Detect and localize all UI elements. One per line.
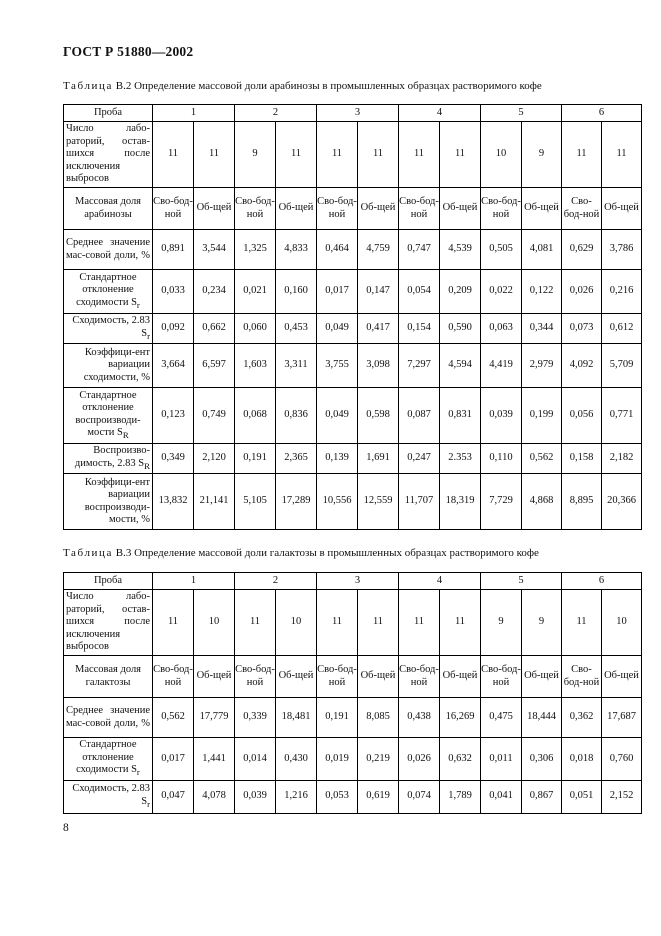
- page-number: 8: [63, 822, 69, 834]
- value-cell: 3,755: [317, 344, 358, 388]
- value-cell: 0,417: [358, 314, 399, 344]
- value-cell: 0,234: [194, 270, 235, 314]
- value-cell: 0,464: [317, 230, 358, 270]
- value-cell: 0,039: [481, 388, 522, 444]
- value-cell: Сво-бод-ной: [399, 656, 440, 698]
- value-cell: 0,191: [235, 444, 276, 474]
- value-cell: Сво-бод-ной: [481, 656, 522, 698]
- value-cell: 9: [522, 590, 562, 656]
- value-cell: Сво-бод-ной: [562, 656, 602, 698]
- value-cell: 0,831: [440, 388, 481, 444]
- value-cell: 4,868: [522, 474, 562, 530]
- value-cell: Сво-бод-ной: [153, 656, 194, 698]
- value-cell: 11: [440, 590, 481, 656]
- value-cell: 1,441: [194, 738, 235, 781]
- row-label: [64, 780, 153, 813]
- row-label-text: Сходимость, 2.83 S: [72, 783, 150, 807]
- value-cell: 11: [562, 122, 602, 188]
- value-cell: 0,068: [235, 388, 276, 444]
- value-cell: 0,017: [317, 270, 358, 314]
- value-cell: 0,438: [399, 698, 440, 738]
- sample-header: 4: [399, 573, 481, 590]
- sample-header: 4: [399, 105, 481, 122]
- value-cell: 4,833: [276, 230, 317, 270]
- row-label: [64, 738, 153, 781]
- sample-header: 3: [317, 105, 399, 122]
- row-label-subscript: R: [122, 430, 129, 441]
- sample-header: 2: [235, 105, 317, 122]
- value-cell: 0,562: [153, 698, 194, 738]
- value-cell: 0,747: [399, 230, 440, 270]
- table-row-labs: [64, 590, 642, 656]
- samples-label: Проба: [64, 105, 153, 122]
- value-cell: 0,619: [358, 780, 399, 813]
- sample-header: 5: [481, 573, 562, 590]
- value-cell: 11: [194, 122, 235, 188]
- value-cell: 0,891: [153, 230, 194, 270]
- value-cell: 0,475: [481, 698, 522, 738]
- row-label-text: Стандартное отклонение воспроизводи-мости S: [75, 389, 141, 439]
- value-cell: 2,152: [602, 780, 642, 813]
- row-label-text: Стандартное отклонение сходимости S: [76, 271, 137, 308]
- value-cell: 0,122: [522, 270, 562, 314]
- value-cell: 0,306: [522, 738, 562, 781]
- value-cell: 1,603: [235, 344, 276, 388]
- value-cell: 0,063: [481, 314, 522, 344]
- value-cell: Сво-бод-ной: [481, 188, 522, 230]
- row-label-subscript: r: [147, 798, 150, 809]
- table-row-sr: [64, 738, 642, 781]
- value-cell: 7,729: [481, 474, 522, 530]
- row-label-text: Массовая доля арабинозы: [74, 196, 142, 220]
- table-row-sr: [64, 270, 642, 314]
- value-cell: Сво-бод-ной: [317, 656, 358, 698]
- value-cell: 0,049: [317, 314, 358, 344]
- value-cell: 4,419: [481, 344, 522, 388]
- value-cell: Об-щей: [358, 656, 399, 698]
- value-cell: 0,836: [276, 388, 317, 444]
- value-cell: 0,629: [562, 230, 602, 270]
- table-b2-caption: [63, 80, 542, 92]
- value-cell: 11,707: [399, 474, 440, 530]
- value-cell: Сво-бод-ной: [562, 188, 602, 230]
- value-cell: 1,216: [276, 780, 317, 813]
- value-cell: 7,297: [399, 344, 440, 388]
- row-label: [64, 444, 153, 474]
- caption-text: В.2 Определение массовой доли арабинозы в промышленных образцах растворимого кофе: [113, 80, 542, 92]
- value-cell: 0,598: [358, 388, 399, 444]
- row-label-text: Коэффици-ент вариации воспроизводи-мости, %: [84, 476, 150, 526]
- value-cell: 10: [276, 590, 317, 656]
- sample-header: 1: [153, 573, 235, 590]
- value-cell: 17,289: [276, 474, 317, 530]
- value-cell: 0,087: [399, 388, 440, 444]
- value-cell: Об-щей: [358, 188, 399, 230]
- table-b2: [63, 104, 642, 530]
- value-cell: 4,081: [522, 230, 562, 270]
- value-cell: 11: [562, 590, 602, 656]
- value-cell: 18,319: [440, 474, 481, 530]
- table-row-type: [64, 656, 642, 698]
- value-cell: 2,120: [194, 444, 235, 474]
- value-cell: 0,749: [194, 388, 235, 444]
- value-cell: 3,786: [602, 230, 642, 270]
- row-label: [64, 188, 153, 230]
- value-cell: 2,182: [602, 444, 642, 474]
- value-cell: 0,054: [399, 270, 440, 314]
- value-cell: Сво-бод-ной: [153, 188, 194, 230]
- value-cell: 6,597: [194, 344, 235, 388]
- row-label-text: Стандартное отклонение сходимости S: [76, 739, 137, 775]
- value-cell: Об-щей: [602, 656, 642, 698]
- value-cell: 11: [440, 122, 481, 188]
- row-label: [64, 344, 153, 388]
- value-cell: 3,544: [194, 230, 235, 270]
- value-cell: 4,594: [440, 344, 481, 388]
- table-row-r: [64, 780, 642, 813]
- value-cell: 0,349: [153, 444, 194, 474]
- value-cell: Об-щей: [194, 188, 235, 230]
- value-cell: 3,098: [358, 344, 399, 388]
- value-cell: 0,056: [562, 388, 602, 444]
- caption-prefix: Таблица: [63, 547, 113, 559]
- table-row-labs: [64, 122, 642, 188]
- value-cell: Об-щей: [440, 188, 481, 230]
- value-cell: 0,049: [317, 388, 358, 444]
- document-header: ГОСТ Р 51880—2002: [63, 44, 194, 59]
- samples-label: Проба: [64, 573, 153, 590]
- row-label-subscript: r: [136, 299, 140, 310]
- sample-header: 6: [562, 105, 642, 122]
- value-cell: 11: [153, 122, 194, 188]
- value-cell: 0,147: [358, 270, 399, 314]
- value-cell: 0,022: [481, 270, 522, 314]
- value-cell: Сво-бод-ной: [317, 188, 358, 230]
- value-cell: 2,365: [276, 444, 317, 474]
- value-cell: 4,092: [562, 344, 602, 388]
- value-cell: 3,311: [276, 344, 317, 388]
- sample-header: 3: [317, 573, 399, 590]
- value-cell: 0,123: [153, 388, 194, 444]
- value-cell: 0,590: [440, 314, 481, 344]
- value-cell: 18,444: [522, 698, 562, 738]
- value-cell: 0,019: [317, 738, 358, 781]
- value-cell: 1,789: [440, 780, 481, 813]
- row-label-text: Среднее значение мас-совой доли, %: [66, 705, 150, 729]
- value-cell: 11: [602, 122, 642, 188]
- value-cell: Сво-бод-ной: [235, 656, 276, 698]
- value-cell: 10: [194, 590, 235, 656]
- value-cell: 0,074: [399, 780, 440, 813]
- table-row-mean: [64, 698, 642, 738]
- row-label: [64, 122, 153, 188]
- value-cell: 1,325: [235, 230, 276, 270]
- row-label: [64, 314, 153, 344]
- sample-header: 6: [562, 573, 642, 590]
- row-label: [64, 656, 153, 698]
- value-cell: 0,053: [317, 780, 358, 813]
- value-cell: 10,556: [317, 474, 358, 530]
- value-cell: 0,771: [602, 388, 642, 444]
- value-cell: 11: [358, 590, 399, 656]
- value-cell: 8,895: [562, 474, 602, 530]
- value-cell: Сво-бод-ной: [399, 188, 440, 230]
- value-cell: 20,366: [602, 474, 642, 530]
- value-cell: 0,139: [317, 444, 358, 474]
- row-label-text: Сходимость, 2.83 S: [72, 315, 150, 339]
- value-cell: 0,073: [562, 314, 602, 344]
- value-cell: 8,085: [358, 698, 399, 738]
- table-row-r: [64, 314, 642, 344]
- table-row-mean: [64, 230, 642, 270]
- value-cell: 0,160: [276, 270, 317, 314]
- value-cell: 9: [522, 122, 562, 188]
- value-cell: 0,047: [153, 780, 194, 813]
- sample-header: 2: [235, 573, 317, 590]
- value-cell: 0,199: [522, 388, 562, 444]
- value-cell: 0,209: [440, 270, 481, 314]
- value-cell: 3,664: [153, 344, 194, 388]
- row-label: [64, 474, 153, 530]
- value-cell: Об-щей: [522, 188, 562, 230]
- value-cell: 4,759: [358, 230, 399, 270]
- table-b3-caption: [63, 547, 539, 559]
- row-label-text: Воспроизво-димость, 2.83 S: [74, 445, 150, 469]
- value-cell: 0,018: [562, 738, 602, 781]
- value-cell: 0,041: [481, 780, 522, 813]
- row-label: [64, 388, 153, 444]
- value-cell: 0,011: [481, 738, 522, 781]
- value-cell: 21,141: [194, 474, 235, 530]
- value-cell: 0,216: [602, 270, 642, 314]
- row-label: [64, 698, 153, 738]
- value-cell: 0,026: [562, 270, 602, 314]
- value-cell: 10: [602, 590, 642, 656]
- value-cell: Об-щей: [194, 656, 235, 698]
- row-label-text: Число лабо-раторий, остав-шихся после исключения выбросов: [66, 591, 150, 653]
- table-row-type: [64, 188, 642, 230]
- value-cell: 0,039: [235, 780, 276, 813]
- value-cell: Об-щей: [522, 656, 562, 698]
- value-cell: Об-щей: [276, 188, 317, 230]
- row-label-text: Среднее значение мас-совой доли, %: [66, 237, 150, 261]
- value-cell: Об-щей: [440, 656, 481, 698]
- value-cell: 4,539: [440, 230, 481, 270]
- row-label-subscript: r: [136, 767, 140, 778]
- value-cell: 0,612: [602, 314, 642, 344]
- value-cell: 10: [481, 122, 522, 188]
- value-cell: 0,430: [276, 738, 317, 781]
- table-b3: [63, 572, 642, 814]
- caption-text: В.3 Определение массовой доли галактозы в промышленных образцах растворимого кофе: [113, 547, 539, 559]
- value-cell: 0,191: [317, 698, 358, 738]
- value-cell: 4,078: [194, 780, 235, 813]
- value-cell: 12,559: [358, 474, 399, 530]
- value-cell: Об-щей: [276, 656, 317, 698]
- value-cell: 0,344: [522, 314, 562, 344]
- value-cell: 17,779: [194, 698, 235, 738]
- row-label-text: Коэффици-ент вариации сходимости, %: [83, 346, 150, 383]
- value-cell: 0,662: [194, 314, 235, 344]
- value-cell: 0,867: [522, 780, 562, 813]
- value-cell: 0,219: [358, 738, 399, 781]
- value-cell: 0,110: [481, 444, 522, 474]
- value-cell: 0,092: [153, 314, 194, 344]
- value-cell: 0,339: [235, 698, 276, 738]
- value-cell: 5,709: [602, 344, 642, 388]
- value-cell: 11: [276, 122, 317, 188]
- value-cell: 0,247: [399, 444, 440, 474]
- value-cell: 11: [399, 122, 440, 188]
- value-cell: 0,362: [562, 698, 602, 738]
- value-cell: 0,021: [235, 270, 276, 314]
- row-label-text: Массовая доля галактозы: [74, 664, 142, 688]
- table-header-row: [64, 573, 642, 590]
- value-cell: 0,033: [153, 270, 194, 314]
- value-cell: 11: [235, 590, 276, 656]
- table-row-R: [64, 444, 642, 474]
- row-label-subscript: r: [147, 330, 150, 341]
- row-label-subscript: R: [144, 460, 150, 471]
- row-label: [64, 230, 153, 270]
- sample-header: 5: [481, 105, 562, 122]
- value-cell: 0,562: [522, 444, 562, 474]
- row-label: [64, 590, 153, 656]
- value-cell: 9: [481, 590, 522, 656]
- value-cell: Об-щей: [602, 188, 642, 230]
- value-cell: 0,060: [235, 314, 276, 344]
- value-cell: 1,691: [358, 444, 399, 474]
- value-cell: 0,505: [481, 230, 522, 270]
- row-label: [64, 270, 153, 314]
- value-cell: 0,453: [276, 314, 317, 344]
- value-cell: 11: [358, 122, 399, 188]
- value-cell: 0,026: [399, 738, 440, 781]
- value-cell: 11: [317, 590, 358, 656]
- value-cell: 0,760: [602, 738, 642, 781]
- value-cell: 0,158: [562, 444, 602, 474]
- table-row-cvr: [64, 344, 642, 388]
- value-cell: 11: [153, 590, 194, 656]
- value-cell: Сво-бод-ной: [235, 188, 276, 230]
- sample-header: 1: [153, 105, 235, 122]
- value-cell: 11: [317, 122, 358, 188]
- value-cell: 5,105: [235, 474, 276, 530]
- caption-prefix: Таблица: [63, 80, 113, 92]
- value-cell: 0,017: [153, 738, 194, 781]
- value-cell: 2.353: [440, 444, 481, 474]
- value-cell: 18,481: [276, 698, 317, 738]
- table-row-cvR: [64, 474, 642, 530]
- table-row-sR: [64, 388, 642, 444]
- value-cell: 9: [235, 122, 276, 188]
- value-cell: 0,632: [440, 738, 481, 781]
- value-cell: 0,154: [399, 314, 440, 344]
- value-cell: 0,051: [562, 780, 602, 813]
- value-cell: 2,979: [522, 344, 562, 388]
- value-cell: 11: [399, 590, 440, 656]
- table-header-row: [64, 105, 642, 122]
- value-cell: 17,687: [602, 698, 642, 738]
- value-cell: 16,269: [440, 698, 481, 738]
- value-cell: 13,832: [153, 474, 194, 530]
- row-label-text: Число лабо-раторий, остав-шихся после исключения выбросов: [66, 123, 150, 185]
- value-cell: 0,014: [235, 738, 276, 781]
